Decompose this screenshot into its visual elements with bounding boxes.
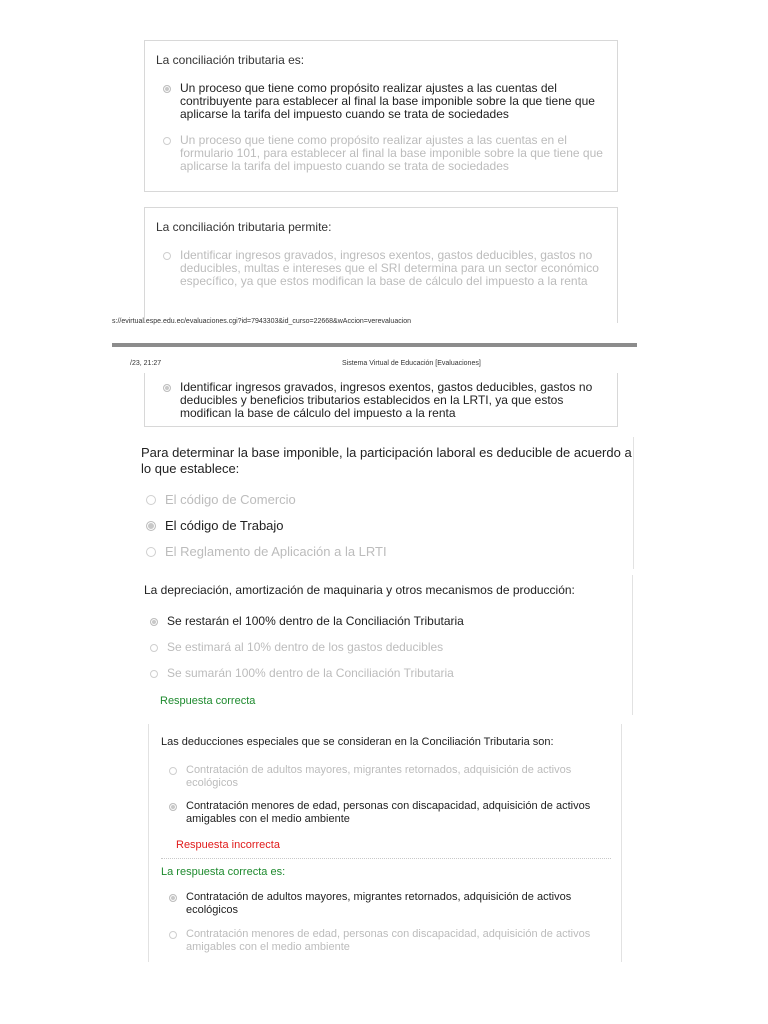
question-text: Para determinar la base imponible, la participación laboral es deducible de acuerdo a lo que establece: (141, 445, 632, 476)
radio-unselected-icon[interactable] (169, 767, 177, 775)
answer-option[interactable] (150, 667, 454, 680)
correct-answer-option (169, 891, 571, 917)
print-footer-url: s://evirtual.espe.edu.ec/evaluaciones.cgi?id=7943303&id_curso=22668&wAccion=verevaluacion (112, 318, 412, 325)
answer-option[interactable] (146, 492, 296, 507)
answer-option-label: Se estimará al 10% dentro de los gastos deducibles (167, 640, 444, 654)
answer-option-label: Contratación de adultos mayores, migrantes retornados, adquisición de activos ecológicos (186, 764, 572, 789)
answer-option-label: Identificar ingresos gravados, ingresos exentos, gastos deducibles, gastos no deducibles, multas e intereses que el SRI determina para un sector económico específico, ya que estos modifican la base de cálculo del impuesto a la renta (180, 248, 599, 288)
page-divider (112, 343, 637, 347)
answer-option[interactable] (150, 615, 464, 628)
feedback-divider (161, 858, 611, 859)
feedback-incorrect: Respuesta incorrecta (176, 839, 280, 851)
radio-unselected-icon (169, 931, 177, 939)
answer-option[interactable] (146, 518, 284, 533)
correct-answer-option (169, 928, 590, 954)
answer-option-label: Se restarán el 100% dentro de la Conciliación Tributaria (167, 614, 464, 628)
question-text: La conciliación tributaria es: (156, 53, 305, 67)
answer-option-label: El código de Trabajo (165, 518, 284, 533)
answer-option-label: El código de Comercio (165, 492, 296, 507)
answer-option-label: El Reglamento de Aplicación a la LRTI (165, 544, 387, 559)
correct-answer-label: La respuesta correcta es: (161, 866, 286, 878)
radio-unselected-icon[interactable] (146, 495, 156, 505)
radio-selected-icon (169, 894, 177, 902)
print-header-date: /23, 21:27 (130, 360, 162, 367)
feedback-correct: Respuesta correcta (160, 695, 256, 707)
radio-unselected-icon[interactable] (150, 670, 158, 678)
answer-option[interactable] (163, 381, 592, 420)
question-text: La depreciación, amortización de maquinaria y otros mecanismos de producción: (144, 583, 575, 597)
radio-unselected-icon[interactable] (163, 137, 171, 145)
radio-unselected-icon[interactable] (163, 252, 171, 260)
print-header-title: Sistema Virtual de Educación [Evaluaciones] (342, 360, 481, 367)
answer-option[interactable] (146, 544, 387, 559)
radio-selected-icon[interactable] (163, 384, 171, 392)
radio-unselected-icon[interactable] (150, 644, 158, 652)
answer-option-label: Un proceso que tiene como propósito realizar ajustes a las cuentas en el formulario 101, para establecer al final la base imponible sobre la que tiene que aplicarse la tarifa del impuesto cuando se trata de sociedades (180, 133, 603, 173)
answer-option[interactable] (163, 249, 599, 288)
answer-option[interactable] (169, 800, 590, 826)
question-text: La conciliación tributaria permite: (156, 220, 332, 234)
radio-unselected-icon[interactable] (146, 547, 156, 557)
answer-option[interactable] (163, 134, 603, 173)
answer-option-label: Identificar ingresos gravados, ingresos exentos, gastos deducibles, gastos no deducibles y beneficios tributarios establecidos en la LRTI, ya que estos modifican la base de cálculo del impuesto a la renta (180, 380, 593, 420)
radio-selected-icon[interactable] (146, 521, 156, 531)
answer-option-label: Se sumarán 100% dentro de la Conciliación Tributaria (167, 666, 454, 680)
question-text: Las deducciones especiales que se consideran en la Conciliación Tributaria son: (161, 736, 554, 748)
answer-option[interactable] (169, 764, 571, 790)
answer-option[interactable] (163, 82, 595, 121)
answer-option-label: Contratación de adultos mayores, migrantes retornados, adquisición de activos ecológicos (186, 891, 572, 916)
answer-option-label: Contratación menores de edad, personas con discapacidad, adquisición de activos amigables con el medio ambiente (186, 800, 591, 825)
radio-selected-icon[interactable] (150, 618, 158, 626)
answer-option[interactable] (150, 641, 443, 654)
radio-selected-icon[interactable] (163, 85, 171, 93)
radio-selected-icon[interactable] (169, 803, 177, 811)
answer-option-label: Un proceso que tiene como propósito realizar ajustes a las cuentas del contribuyente para establecer al final la base imponible sobre la que tiene que aplicarse la tarifa del impuesto cuando se trata de sociedades (180, 81, 595, 121)
answer-option-label: Contratación menores de edad, personas con discapacidad, adquisición de activos amigables con el medio ambiente (186, 928, 591, 953)
